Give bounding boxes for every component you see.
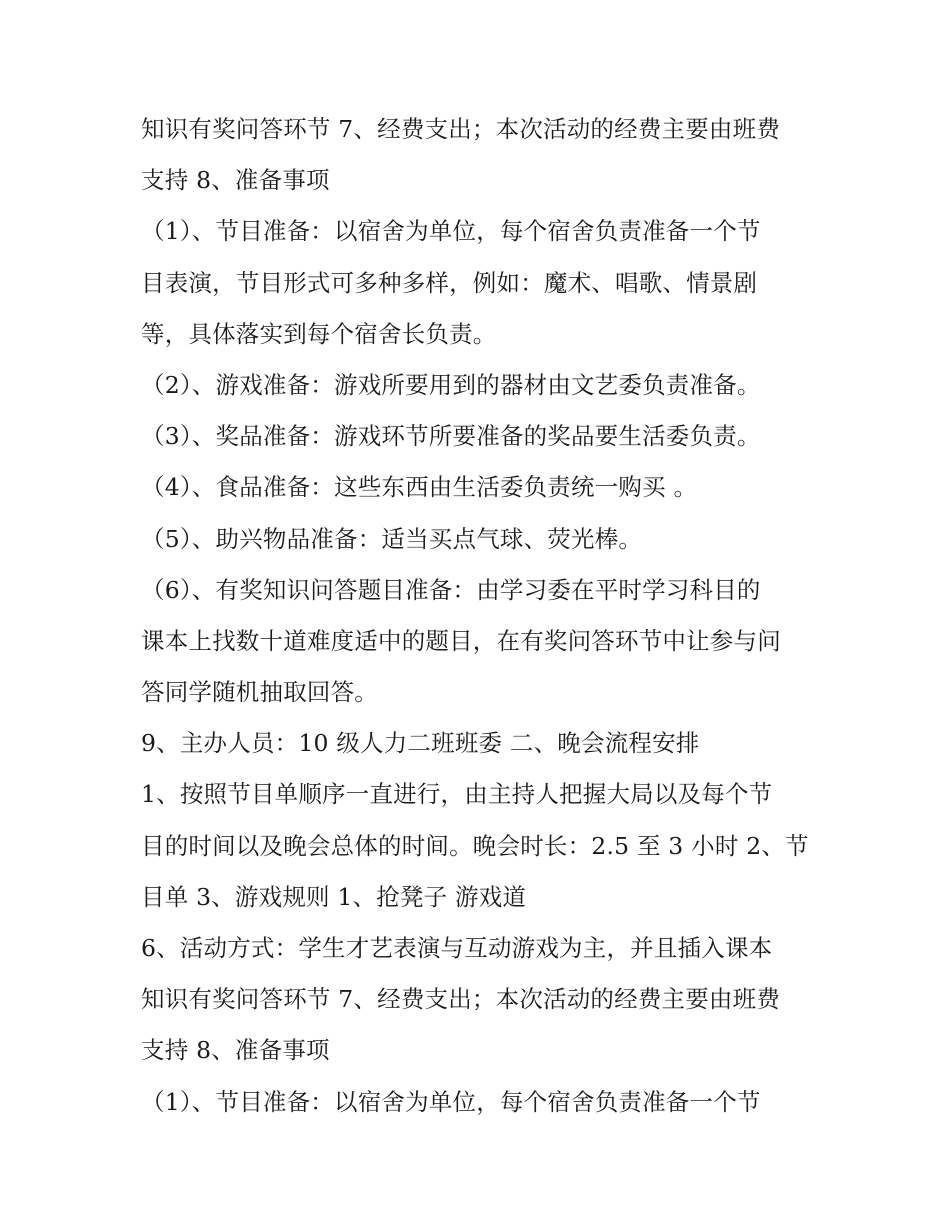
text-line: 等，具体落实到每个宿舍长负责。	[141, 319, 497, 348]
text-line: 支持 8、准备事项	[141, 166, 330, 195]
text-line: 知识有奖问答环节 7、经费支出；本次活动的经费主要由班费	[141, 985, 781, 1014]
text-line: 9、主办人员：10 级人力二班班委 二、晚会流程安排	[141, 729, 700, 758]
text-line: （1）、节目准备：以宿舍为单位，每个宿舍负责准备一个节	[141, 217, 761, 246]
document-body	[141, 104, 821, 1128]
text-line: 课本上找数十道难度适中的题目，在有奖问答环节中让参与问	[141, 626, 781, 655]
text-line: 目的时间以及晚会总体的时间。晚会时长：2.5 至 3 小时 2、节	[141, 831, 809, 860]
text-line: （2）、游戏准备：游戏所要用到的器材由文艺委负责准备。	[141, 370, 761, 399]
text-line: 答同学随机抽取回答。	[141, 678, 378, 707]
text-line: 支持 8、准备事项	[141, 1036, 330, 1065]
text-line: （1）、节目准备：以宿舍为单位，每个宿舍负责准备一个节	[141, 1087, 761, 1116]
text-line: 1、按照节目单顺序一直进行，由主持人把握大局以及每个节	[141, 780, 773, 809]
text-line: 6、活动方式：学生才艺表演与互动游戏为主，并且插入课本	[141, 934, 773, 962]
text-line: （5）、助兴物品准备：适当买点气球、荧光棒。	[141, 524, 643, 553]
text-line: （4）、食品准备：这些东西由生活委负责统一购买 。	[141, 473, 698, 502]
text-line: 知识有奖问答环节 7、经费支出；本次活动的经费主要由班费	[141, 115, 781, 143]
text-line: （6）、有奖知识问答题目准备：由学习委在平时学习科目的	[141, 575, 761, 604]
text-line: （3）、奖品准备：游戏环节所要准备的奖品要生活委负责。	[141, 422, 761, 451]
text-line: 目表演，节目形式可多种多样，例如：魔术、唱歌、情景剧	[141, 268, 758, 297]
text-line: 目单 3、游戏规则 1、抢凳子 游戏道	[141, 882, 527, 911]
